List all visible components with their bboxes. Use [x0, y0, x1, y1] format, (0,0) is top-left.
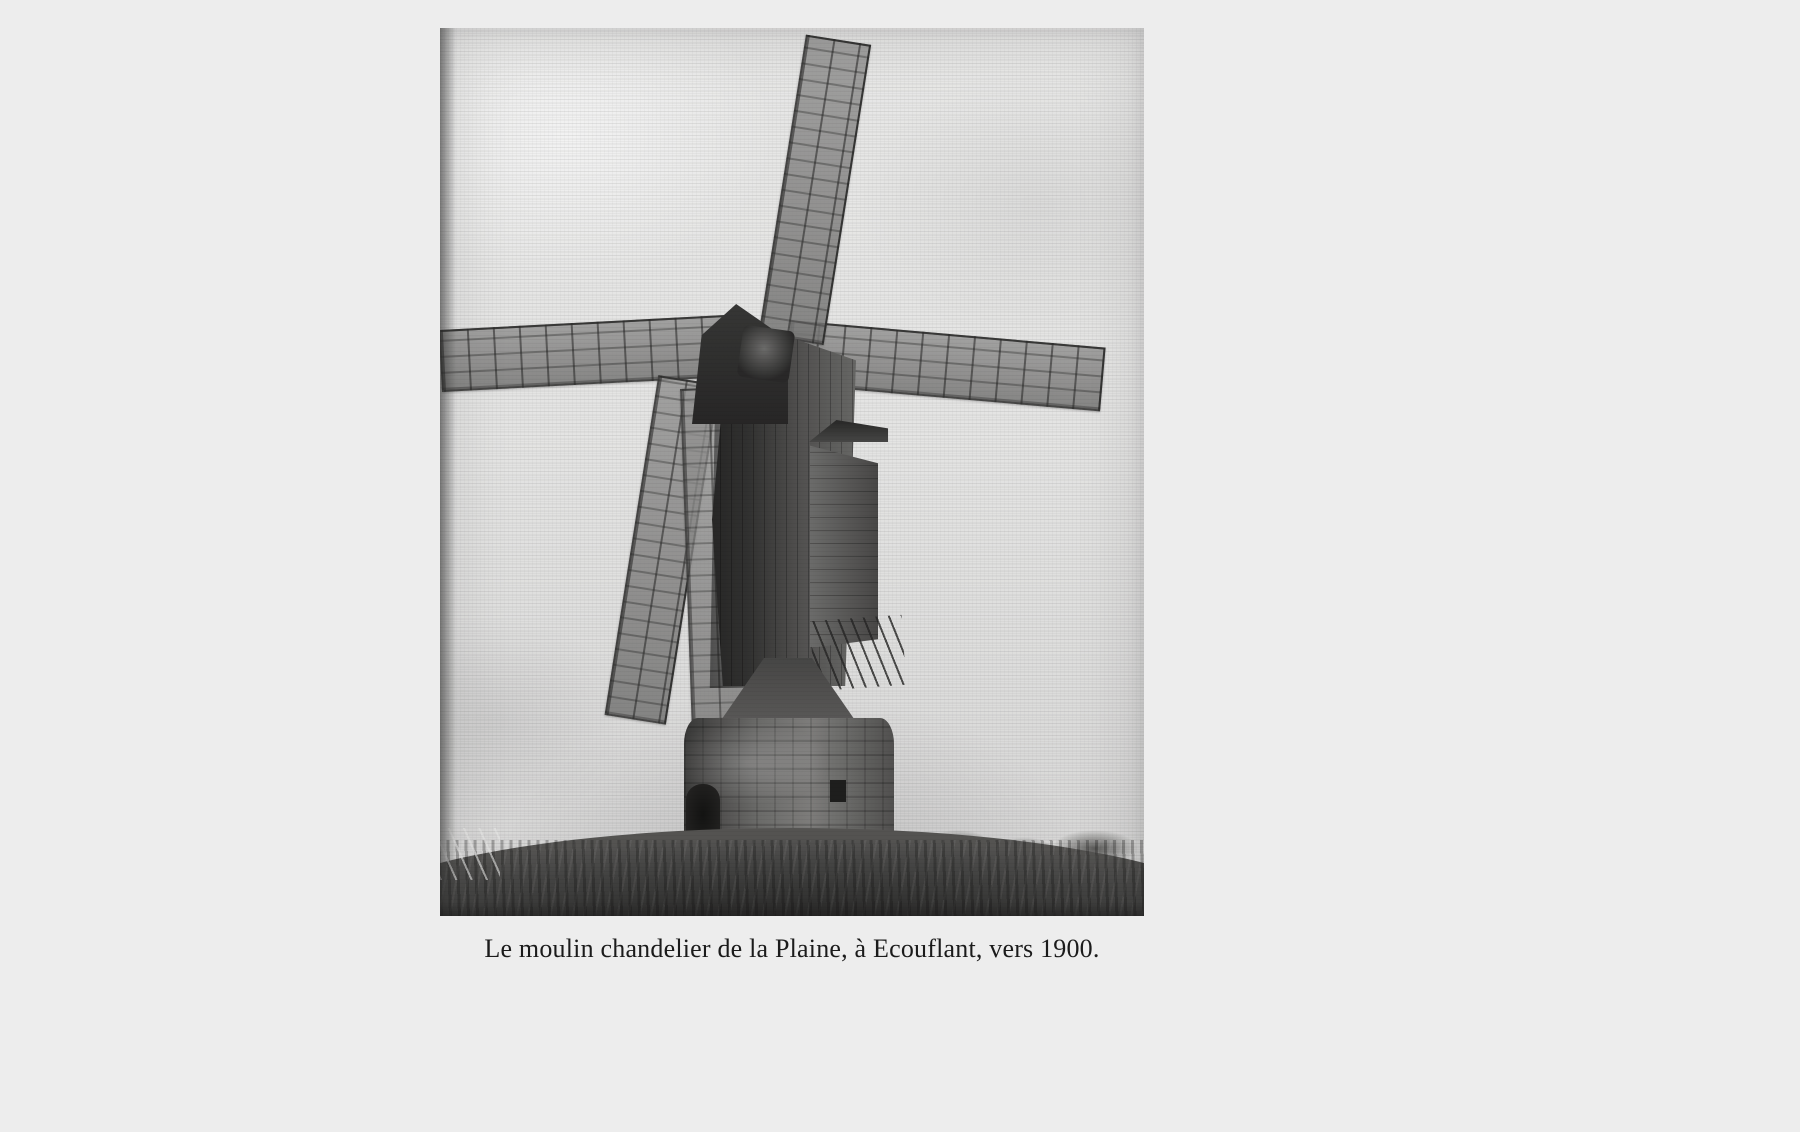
windmill-sail-top	[758, 35, 871, 346]
historic-photograph	[440, 28, 1144, 916]
windmill-door	[686, 784, 720, 834]
windmill-hub	[737, 325, 796, 384]
windmill	[440, 28, 1144, 916]
photo-left-edge-shadow	[440, 28, 456, 916]
photo-bottom-edge-shadow	[440, 902, 1144, 916]
windmill-annex-wall	[810, 428, 878, 648]
figure	[440, 28, 1144, 988]
figure-caption: Le moulin chandelier de la Plaine, à Ecouflant, vers 1900.	[484, 934, 1100, 963]
windmill-window	[830, 780, 846, 802]
